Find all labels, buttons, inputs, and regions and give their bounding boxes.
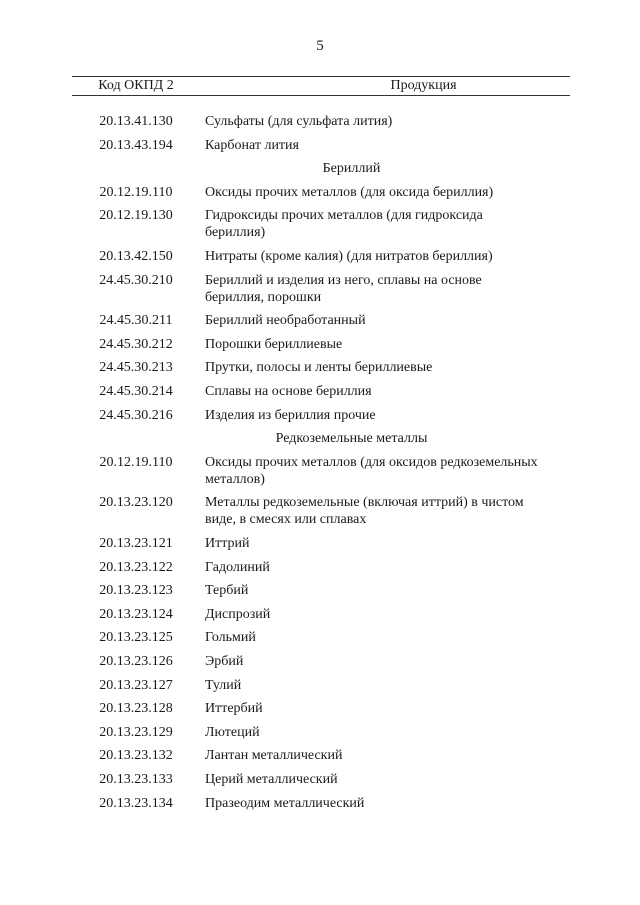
product-line: Лютеций xyxy=(205,724,260,740)
okpd-code: 24.45.30.212 xyxy=(99,336,173,352)
product-name xyxy=(205,724,570,741)
product-line: Бериллий необработанный xyxy=(205,313,366,329)
product-name xyxy=(205,113,570,130)
product-line: Сульфаты (для сульфата лития) xyxy=(205,114,393,129)
okpd-code: 20.13.43.194 xyxy=(99,137,173,153)
product-name xyxy=(205,407,570,424)
okpd-code: 20.13.23.126 xyxy=(99,654,173,669)
product-line: Изделия из бериллия прочие xyxy=(205,407,376,423)
header-product: Продукция xyxy=(390,78,457,93)
okpd-code: 20.13.23.120 xyxy=(99,495,173,511)
product-name xyxy=(205,795,570,812)
okpd-code: 20.13.41.130 xyxy=(99,114,173,129)
okpd-code: 24.45.30.211 xyxy=(99,313,173,329)
product-name xyxy=(205,653,570,670)
product-name xyxy=(205,629,570,646)
product-name xyxy=(205,454,570,488)
product-name xyxy=(205,771,570,788)
product-name xyxy=(205,137,570,154)
page-number: 5 xyxy=(316,38,324,54)
product-line: бериллия) xyxy=(205,225,266,241)
product-line: Порошки бериллиевые xyxy=(205,336,343,352)
okpd-code: 24.45.30.210 xyxy=(99,272,173,288)
section-title: Бериллий xyxy=(322,161,381,177)
section-title: Редкоземельные металлы xyxy=(275,431,428,447)
product-line: Гадолиний xyxy=(205,559,270,575)
okpd-code: 20.13.23.122 xyxy=(99,559,173,575)
okpd-code: 20.12.19.110 xyxy=(99,184,173,200)
okpd-code: 20.13.23.127 xyxy=(99,677,173,693)
product-name xyxy=(205,677,570,694)
product-name xyxy=(205,582,570,599)
product-line: Прутки, полосы и ленты бериллиевые xyxy=(205,360,433,376)
product-line: Иттербий xyxy=(205,701,263,717)
product-line: Гидроксиды прочих металлов (для гидроксида xyxy=(205,208,483,224)
product-line: Иттрий xyxy=(205,536,250,551)
product-name xyxy=(205,494,570,528)
product-name xyxy=(205,747,570,764)
okpd-code: 20.13.23.123 xyxy=(99,583,173,599)
product-name xyxy=(205,248,570,265)
product-name xyxy=(205,272,570,306)
okpd-code: 20.13.23.121 xyxy=(99,536,173,551)
product-name xyxy=(205,535,570,552)
product-line: Нитраты (кроме калия) (для нитратов бериллия) xyxy=(205,249,493,264)
product-line: Церий металлический xyxy=(205,772,338,787)
product-line: Тулий xyxy=(205,677,242,693)
product-name xyxy=(205,207,570,241)
product-line: Диспрозий xyxy=(205,606,271,622)
header-code: Код ОКПД 2 xyxy=(98,78,174,93)
product-line: Оксиды прочих металлов (для оксида бериллия) xyxy=(205,184,494,200)
okpd-code: 20.13.23.128 xyxy=(99,701,173,717)
product-name xyxy=(205,312,570,329)
product-line: Оксиды прочих металлов (для оксидов редкоземельных xyxy=(205,454,538,470)
okpd-code: 24.45.30.216 xyxy=(99,407,173,423)
product-line: виде, в смесях или сплавах xyxy=(205,512,367,528)
okpd-code: 20.13.23.133 xyxy=(99,772,173,787)
okpd-code: 20.13.23.129 xyxy=(99,724,173,740)
product-line: металлов) xyxy=(205,471,265,487)
okpd-code: 20.13.23.125 xyxy=(99,630,173,646)
okpd-code: 24.45.30.213 xyxy=(99,360,173,376)
okpd-code: 20.12.19.110 xyxy=(99,454,173,470)
okpd-code: 20.13.42.150 xyxy=(99,249,173,264)
product-line: бериллия, порошки xyxy=(205,289,322,305)
product-line: Эрбий xyxy=(205,654,244,669)
product-line: Бериллий и изделия из него, сплавы на основе xyxy=(205,272,482,288)
product-line: Карбонат лития xyxy=(205,137,299,153)
product-name xyxy=(205,559,570,576)
product-line: Тербий xyxy=(205,583,249,599)
product-name xyxy=(205,700,570,717)
okpd-code: 20.13.23.124 xyxy=(99,606,173,622)
product-name xyxy=(205,383,570,400)
product-line: Гольмий xyxy=(205,630,256,646)
product-name xyxy=(205,184,570,201)
product-line: Сплавы на основе бериллия xyxy=(205,384,372,399)
product-name xyxy=(205,336,570,353)
okpd-code: 20.13.23.132 xyxy=(99,748,173,764)
product-line: Металлы редкоземельные (включая иттрий) в чистом xyxy=(205,495,524,511)
product-name xyxy=(205,359,570,376)
product-line: Лантан металлический xyxy=(205,748,343,764)
okpd-code: 20.13.23.134 xyxy=(99,795,173,811)
okpd-code: 24.45.30.214 xyxy=(99,384,173,399)
okpd-code: 20.12.19.130 xyxy=(99,208,173,224)
product-name xyxy=(205,606,570,623)
product-line: Празеодим металлический xyxy=(205,795,365,811)
